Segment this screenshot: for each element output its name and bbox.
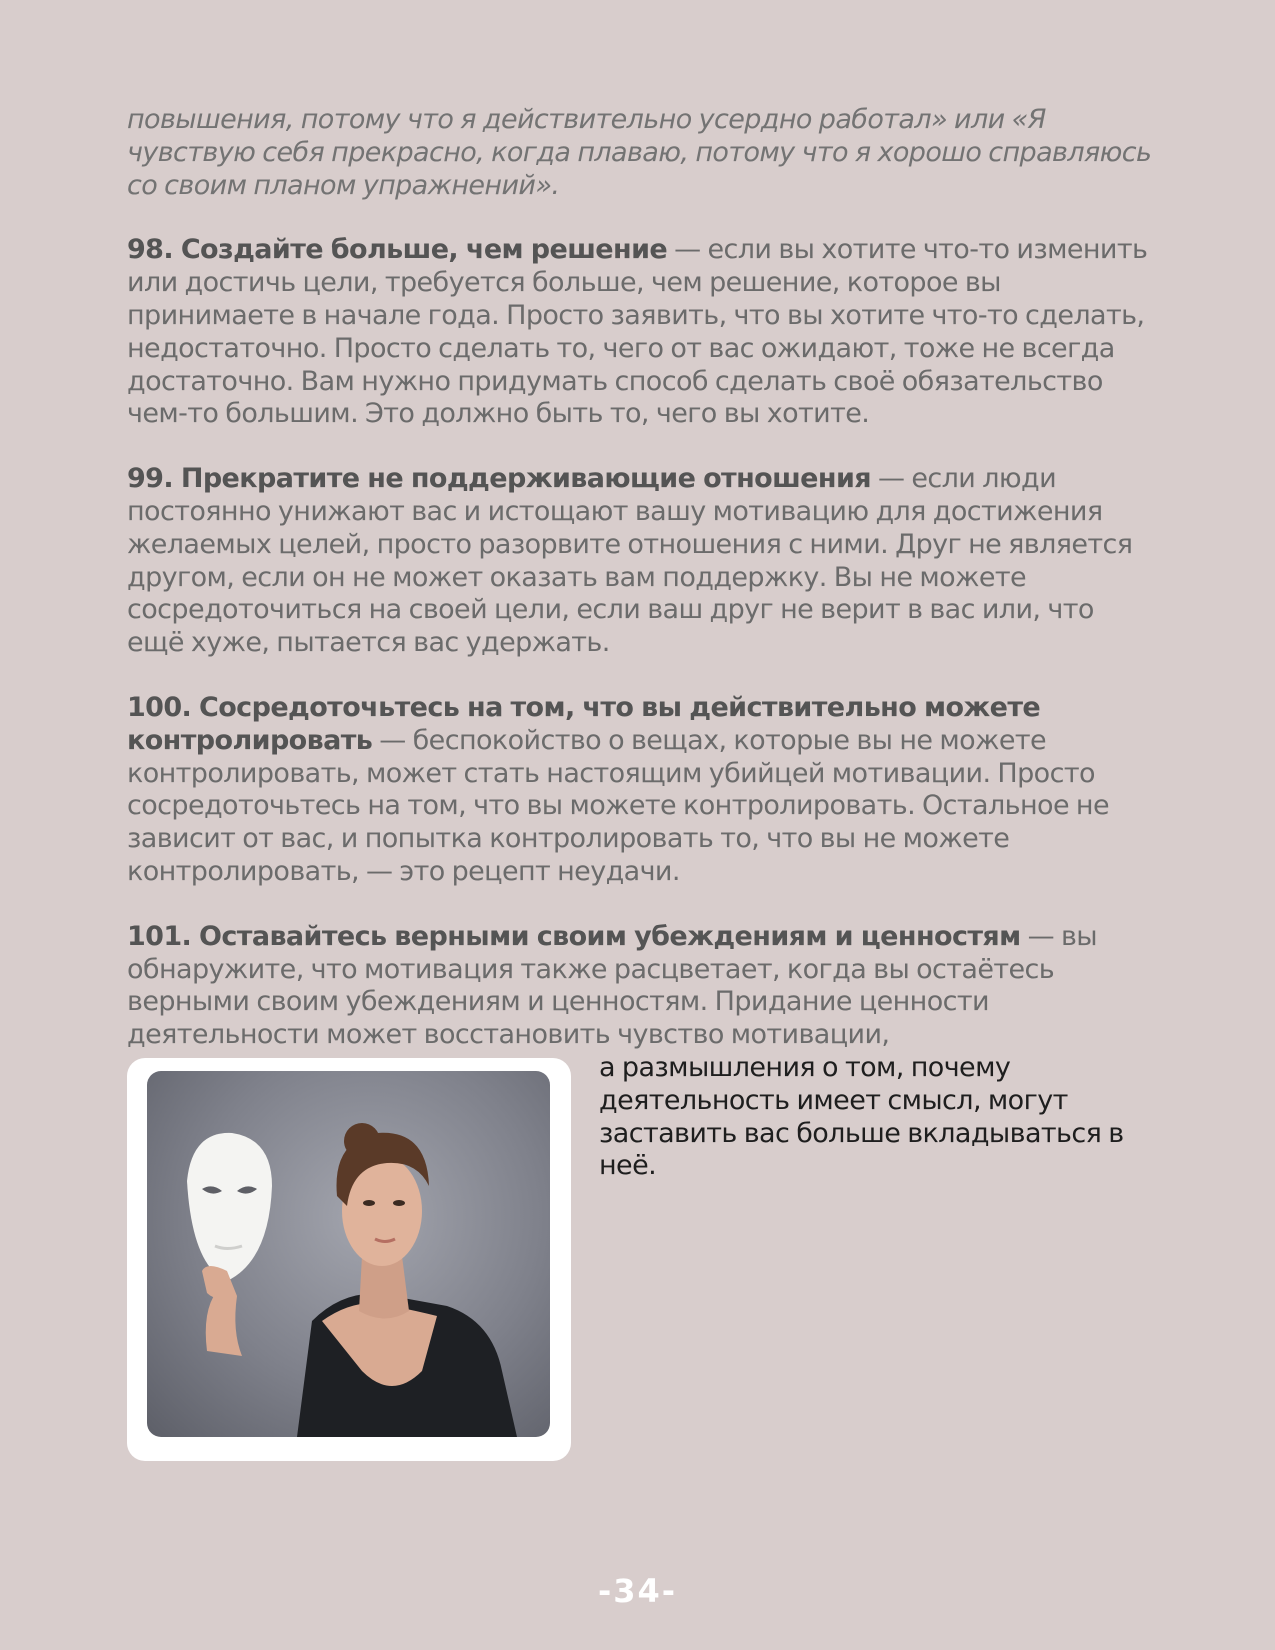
item-99 xyxy=(127,463,1157,660)
photo-illustration xyxy=(147,1071,550,1437)
item-98 xyxy=(127,234,1157,431)
item-98-text: — если вы хотите что-то изменить или достичь цели, требуется больше, чем решение, которое вы принимаете в начале года. Просто заявить, что вы хотите что-то сделать, недостаточно. Просто сделать то, чего от вас ожидают, тоже не всегда достаточно. Вам нужно придумать способ сделать своё обязательство чем-то большим. Это должно быть то, чего вы хотите. xyxy=(127,234,1148,430)
item-99-text: — если люди постоянно унижают вас и истощают вашу мотивацию для достижения желаемых целей, просто разорвите отношения с ними. Друг не является другом, если он не может оказать вам поддержку. Вы не можете сосредоточиться на своей цели, если ваш друг не верит в вас или, что ещё хуже, пытается вас удержать. xyxy=(127,463,1133,659)
item-100-title: 100. Сосредоточьтесь на том, что вы действительно можете контролировать xyxy=(127,691,1041,756)
continuation-text: а размышления о том, почему деятельность имеет смысл, могут заставить вас больше вкладываться в неё. xyxy=(599,1051,1124,1182)
page-number: -34- xyxy=(597,1572,678,1610)
photo-frame xyxy=(127,1058,571,1461)
page-content xyxy=(127,104,1157,1461)
item-98-title: 98. Создайте больше, чем решение xyxy=(127,234,668,266)
item-100 xyxy=(127,692,1157,889)
item-101-text: — вы обнаружите, что мотивация также расцветает, когда вы остаётесь верными своим убеждениям и ценностям. Придание ценности деятельности может восстановить чувство мотивации, xyxy=(127,920,1098,1051)
intro-paragraph: повышения, потому что я действительно усердно работал» или «Я чувствую себя прекрасно, когда плаваю, потому что я хорошо справляюсь со своим планом упражнений». xyxy=(127,104,1152,201)
item-99-title: 99. Прекратите не поддерживающие отношения xyxy=(127,463,872,495)
woman-with-mask-photo xyxy=(147,1071,550,1437)
item-101-title: 101. Оставайтесь верными своим убеждениям и ценностям xyxy=(127,920,1021,952)
item-101 xyxy=(127,921,1157,1052)
item-100-text: — беспокойство о вещах, которые вы не можете контролировать, может стать настоящим убийцей мотивации. Просто сосредоточьтесь на том, что вы можете контролировать. Остальное не зависит от вас, и попытка контролировать то, что вы не можете контролировать, — это рецепт неудачи. xyxy=(127,724,1109,887)
